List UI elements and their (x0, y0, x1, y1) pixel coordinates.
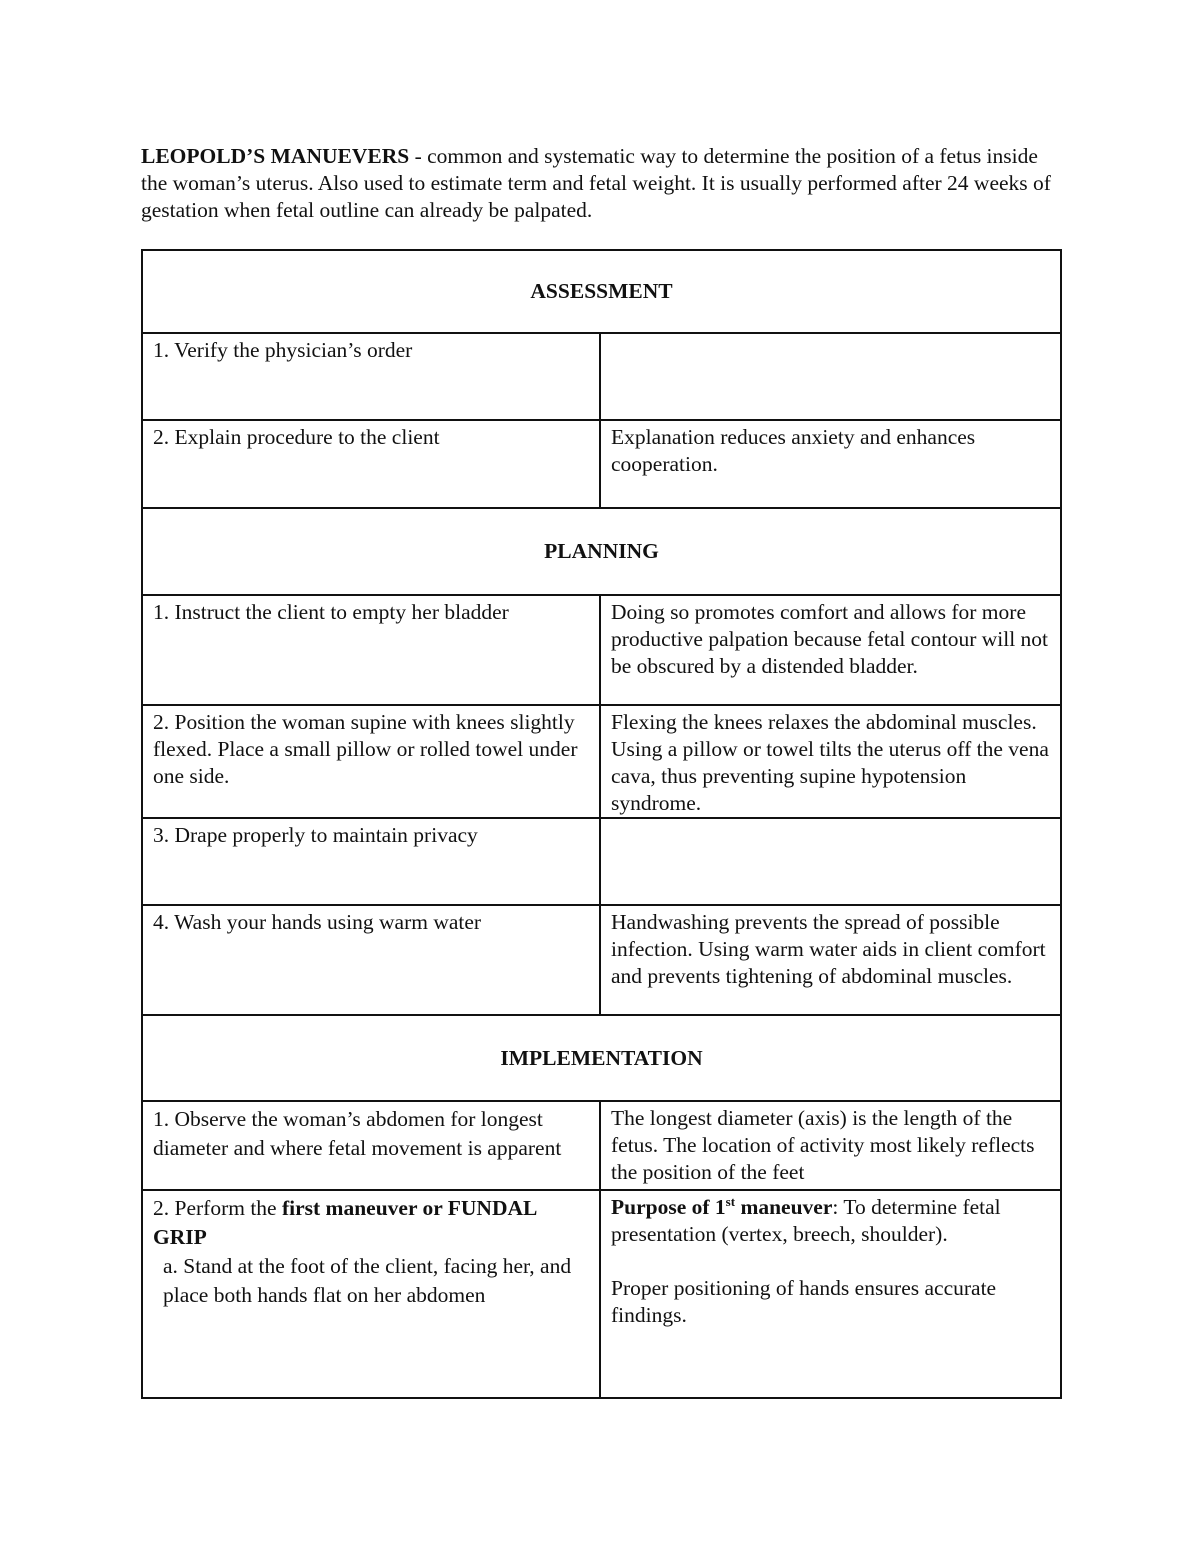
step-prefix: 2. Perform the (153, 1196, 282, 1220)
purpose-sup: st (725, 1193, 736, 1209)
rationale-text: Proper positioning of hands ensures accurate findings. (611, 1276, 997, 1327)
section-implementation: IMPLEMENTATION (142, 1015, 1061, 1101)
section-row (142, 250, 1061, 333)
step-cell: 4. Wash your hands using warm water (142, 905, 600, 1015)
step-cell: 3. Drape properly to maintain privacy (142, 818, 600, 905)
purpose-text: : To determine fetal presentation (vertex, breech, shoulder). (611, 1195, 1001, 1246)
rationale-cell: The longest diameter (axis) is the length of the fetus. The location of activity most likely reflects the position of the feet (600, 1101, 1061, 1190)
step-cell: 2. Position the woman supine with knees slightly flexed. Place a small pillow or rolled towel under one side. (142, 705, 600, 818)
table-row (142, 1101, 1061, 1190)
step-cell (142, 1190, 600, 1398)
rationale-cell: Handwashing prevents the spread of possible infection. Using warm water aids in client comfort and prevents tightening of abdominal muscles. (600, 905, 1061, 1015)
step-cell: 1. Instruct the client to empty her bladder (142, 595, 600, 705)
step-cell: 1. Observe the woman’s abdomen for longest diameter and where fetal movement is apparent (142, 1101, 600, 1190)
table-row (142, 333, 1061, 420)
table-row (142, 818, 1061, 905)
sub-step-a: a. Stand at the foot of the client, facing her, and place both hands flat on her abdomen (163, 1254, 572, 1307)
rationale-cell (600, 333, 1061, 420)
document-title: LEOPOLD’S MANUEVERS (141, 144, 410, 168)
spacer (611, 1248, 1050, 1275)
procedure-table (141, 249, 1062, 1399)
rationale-cell (600, 818, 1061, 905)
step-bold: first maneuver or FUNDAL GRIP (153, 1196, 537, 1249)
section-planning: PLANNING (142, 508, 1061, 595)
purpose-label-2: maneuver (735, 1195, 833, 1219)
table-row (142, 1190, 1061, 1398)
rationale-cell: Doing so promotes comfort and allows for more productive palpation because fetal contour will not be obscured by a distended bladder. (600, 595, 1061, 705)
intro-text: - common and systematic way to determine the position of a fetus inside the woman’s uterus. Also used to estimate term and fetal weight. It is usually performed after 24 weeks of gestation when fetal outline can already be palpated. (141, 144, 1051, 222)
section-row (142, 1015, 1061, 1101)
section-row (142, 508, 1061, 595)
step-cell: 2. Explain procedure to the client (142, 420, 600, 508)
rationale-cell (600, 1190, 1061, 1398)
purpose-label-1: Purpose of 1 (611, 1195, 726, 1219)
rationale-cell: Explanation reduces anxiety and enhances cooperation. (600, 420, 1061, 508)
rationale-cell: Flexing the knees relaxes the abdominal muscles. Using a pillow or towel tilts the uterus off the vena cava, thus preventing supine hypotension syndrome. (600, 705, 1061, 818)
intro-paragraph (141, 143, 1061, 224)
step-cell: 1. Verify the physician’s order (142, 333, 600, 420)
table-row (142, 705, 1061, 818)
table-row (142, 420, 1061, 508)
table-row (142, 595, 1061, 705)
section-assessment: ASSESSMENT (142, 250, 1061, 333)
table-row (142, 905, 1061, 1015)
